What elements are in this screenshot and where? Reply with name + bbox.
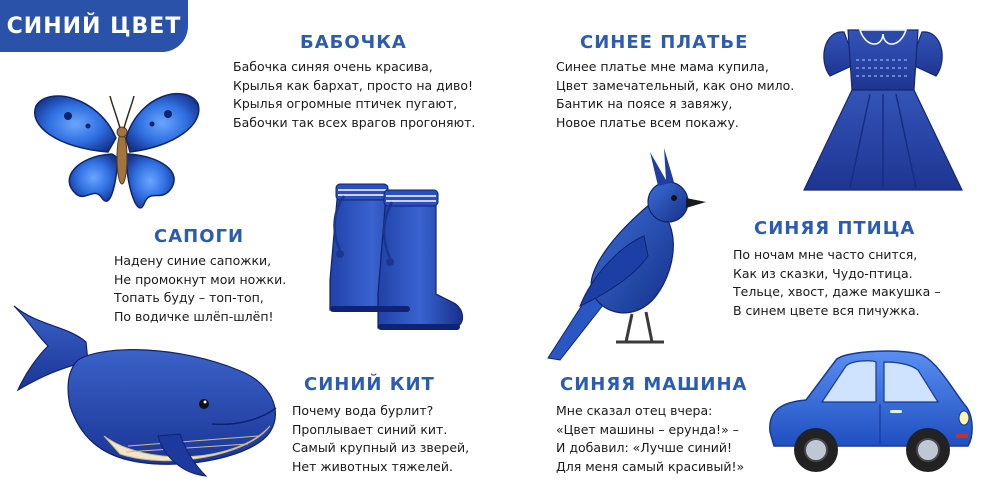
poem-line: Бабочка синяя очень красива, [233,59,433,74]
dress-heading: СИНЕЕ ПЛАТЬЕ [580,32,749,53]
poem-line: Новое платье всем покажу. [556,114,739,130]
poem-line: Цвет замечательный, как оно мило. [556,77,795,93]
car-poem [556,402,744,476]
poem-line: Для меня самый красивый!» [556,458,745,474]
butterfly-heading: БАБОЧКА [300,32,407,53]
boots-heading: САПОГИ [154,226,245,247]
dress-icon [800,20,966,196]
poem-line: Надену синие сапожки, [114,253,272,268]
poem-line: Тельце, хвост, даже макушка – [733,284,941,299]
title-badge [0,0,188,52]
poem-line: И добавил: «Лучше синий! [556,440,733,455]
whale-heading: СИНИЙ КИТ [304,374,435,395]
poem-line: Мне сказал отец вчера: [556,403,713,418]
poem-line: «Цвет машины – ерунда!» – [556,421,739,437]
whale-poem [292,402,469,476]
bird-heading: СИНЯЯ ПТИЦА [754,218,916,239]
poem-line: По водичке шлёп-шлёп! [114,308,274,324]
poem-line: Бантик на поясе я завяжу, [556,96,733,111]
poem-line: Топать буду – топ-топ, [114,290,264,305]
rubber-boots-icon [300,176,468,336]
poem-line: По ночам мне часто снится, [733,247,918,262]
poem-line: Проплывает синий кит. [292,421,448,437]
whale-icon [8,286,288,486]
poem-line: Крылья как бархат, просто на диво! [233,77,473,93]
car-heading: СИНЯЯ МАШИНА [560,374,748,395]
poem-line: Нет животных тяжелей. [292,458,453,474]
poem-line: Синее платье мне мама купила, [556,59,769,74]
dress-poem [556,58,794,132]
bird-poem [733,246,940,320]
butterfly-icon [28,86,204,226]
car-icon [760,340,980,480]
poem-line: Бабочки так всех врагов прогоняют. [233,114,476,130]
page-title: СИНИЙ ЦВЕТ [6,13,182,39]
poem-line: В синем цвете вся пичужка. [733,302,920,318]
poem-line: Не промокнут мои ножки. [114,271,287,287]
butterfly-poem [233,58,475,132]
poem-line: Крылья огромные птичек пугают, [233,96,458,111]
poem-line: Самый крупный из зверей, [292,440,470,455]
poem-line: Почему вода бурлит? [292,403,434,418]
bird-icon [540,146,710,366]
poem-line: Как из сказки, Чудо-птица. [733,265,913,281]
